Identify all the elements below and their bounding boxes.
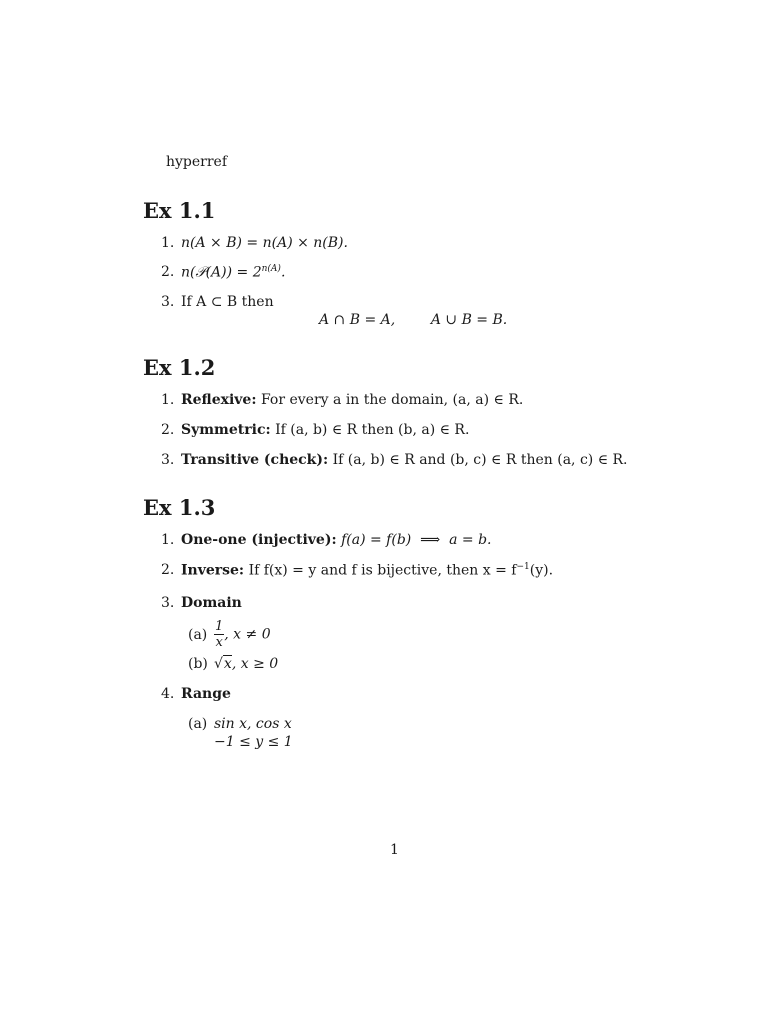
item-content — [181, 392, 523, 408]
sub-item-math — [214, 656, 278, 672]
item-label: One-one (injective): — [181, 532, 337, 548]
item-content — [181, 422, 469, 438]
item-content — [181, 452, 628, 468]
item-number: 2. — [161, 562, 175, 578]
item-number: 4. — [161, 686, 175, 702]
item-text-end: (y). — [529, 562, 554, 579]
item-label: Inverse: — [181, 562, 245, 579]
item-math: f(a) = f(b) ⟹ a = b. — [341, 532, 492, 548]
item-label: Reflexive: — [181, 392, 257, 408]
item-math — [181, 264, 285, 281]
sub-item-label: (b) — [188, 656, 208, 672]
condition: , x ≠ 0 — [224, 626, 271, 643]
item-number: 3. — [161, 595, 175, 611]
item-text: If f(x) = y and f is bijective, then x = f — [248, 562, 517, 579]
condition: , x ≥ 0 — [231, 656, 279, 672]
sub-item-label: (a) — [188, 627, 208, 643]
item-math-exponent: −1 — [516, 562, 530, 572]
fraction-numerator: 1 — [215, 619, 224, 634]
sub-item-line-1: sin x, cos x — [214, 716, 292, 732]
fraction-denominator: x — [215, 635, 223, 650]
fraction — [214, 620, 224, 649]
sub-item-line-2: −1 ≤ y ≤ 1 — [214, 734, 293, 750]
item-label: Transitive (check): — [181, 452, 329, 468]
sub-item-math — [214, 620, 271, 649]
item-text: For every a in the domain, (a, a) ∈ R. — [260, 392, 524, 408]
item-text: If (a, b) ∈ R and (b, c) ∈ R then (a, c) ∈ R. — [332, 452, 628, 468]
item-label: Symmetric: — [181, 422, 271, 438]
item-math-exponent: n(A) — [261, 264, 281, 274]
item-label: Domain — [181, 595, 242, 611]
item-number: 3. — [161, 294, 175, 310]
item-math: n(A × B) = n(A) × n(B). — [181, 235, 348, 251]
item-number: 1. — [161, 235, 175, 251]
item-number: 2. — [161, 422, 175, 438]
section-title-ex-1-1: Ex 1.1 — [143, 198, 216, 223]
item-content — [181, 532, 492, 548]
item-label: Range — [181, 686, 231, 702]
sqrt-symbol: √ — [214, 656, 223, 672]
sub-item-label: (a) — [188, 716, 208, 732]
display-equation: A ∩ B = A, A ∪ B = B. — [319, 312, 508, 328]
item-number: 3. — [161, 452, 175, 468]
section-title-ex-1-2: Ex 1.2 — [143, 355, 216, 380]
item-math-end: . — [280, 264, 286, 281]
item-text: If (a, b) ∈ R then (b, a) ∈ R. — [275, 422, 470, 438]
item-math-base: n(𝒫(A)) = 2 — [181, 264, 262, 281]
section-title-ex-1-3: Ex 1.3 — [143, 495, 216, 520]
item-text: If A ⊂ B then — [181, 294, 274, 310]
item-number: 1. — [161, 392, 175, 408]
item-number: 2. — [161, 264, 175, 280]
item-content — [181, 562, 553, 579]
sqrt-argument: x — [223, 656, 232, 672]
item-number: 1. — [161, 532, 175, 548]
intro-text: hyperref — [166, 154, 228, 170]
page-number: 1 — [390, 842, 399, 858]
